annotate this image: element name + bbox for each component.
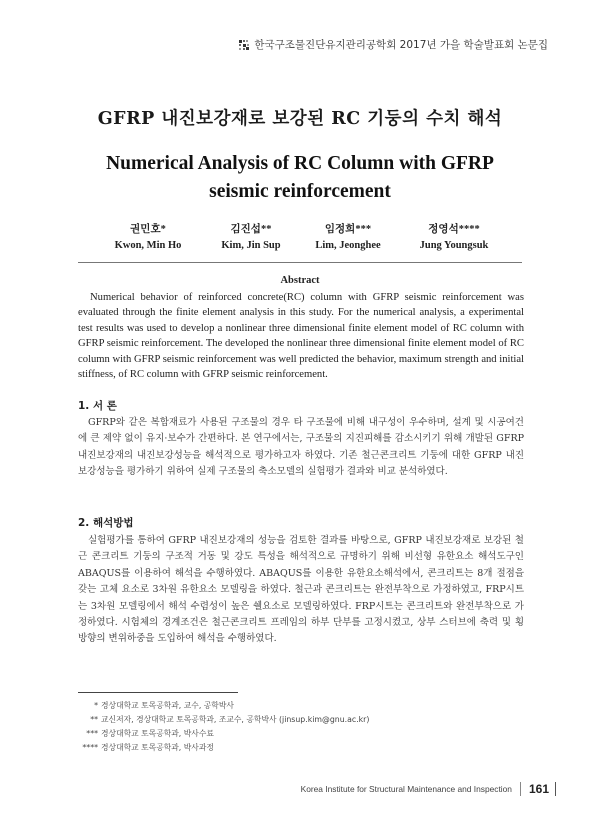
author-name-korean: 권민호*	[130, 224, 166, 235]
footnote-text: 경상대학교 토목공학과, 박사수료	[101, 729, 214, 738]
paper-title-english: Numerical Analysis of RC Column with GFRP seismic reinforcement	[106, 153, 494, 202]
paper-title-korean: GFRP 내진보강재로 보강된 RC 기둥의 수치 해석	[97, 109, 503, 129]
footnote	[78, 741, 524, 755]
footnote-mark: **	[90, 715, 98, 724]
footer-organization: Korea Institute for Structural Maintenance and Inspection	[300, 784, 512, 794]
section-text: 실험평가를 통하여 GFRP 내진보강재의 성능을 검토한 결과를 바탕으로, GFRP 내진보강재로 보강된 철근 콘크리트 기둥의 구조적 거동 및 강도 특성을 해석적으로 규명하기 위해 비선형 유한요소 해석도구인 ABAQUS를 이용하여 해석을 수행하였다. ABAQUS를 이용한 유한요소해석에서, 콘크리트는 8개 절점을 갖는 고체 요소로 3차원 유한요소 모델링을 하였다. 철근과 콘크리트는 완전부착으로 가정하였고, FRP시트는 3차원 모델링에서 해석 수렴성이 높은 쉘요소로 모델링하였다. FRP시트는 콘크리트와 완전부착으로 가정하였다. 시험체의 경계조건은 철근콘크리트 프레임의 하부 단부를 고정시켰고, 상부 스터브에 축력 및 횡방향의 변위하중을 도입하여 해석을 수행하였다.	[78, 535, 524, 645]
author-name-english: Kim, Jin Sup	[221, 240, 281, 251]
author-name-english: Jung Youngsuk	[419, 240, 489, 251]
footnote-text: 경상대학교 토목공학과, 박사과정	[101, 743, 214, 752]
abstract-text: Numerical behavior of reinforced concrete(RC) column with GFRP seismic reinforcement was evaluated through the finite element analysis in this study. For the numerical analysis, a experimental test results was used to develop a nonlinear three dimensional finite element model of RC column with GFRP seismic reinforcement. The developed the nonlinear three dimensional finite element model of RC column with GFRP seismic reinforcement was well predicted the behavior, maximum strength and initial stiffness, of RC column with GFRP seismic reinforcement.	[78, 292, 524, 381]
footnote-text: 교신저자, 경상대학교 토목공학과, 조교수, 공학박사 (jinsup.kim@gnu.ac.kr)	[101, 715, 370, 724]
footer-separator	[520, 782, 521, 796]
footnote	[78, 699, 524, 713]
footnote-mark: ***	[86, 729, 98, 738]
page-number: 161	[528, 782, 549, 796]
footnote-divider	[78, 692, 238, 693]
author-list	[0, 222, 600, 258]
footnote	[78, 713, 524, 727]
author-name-korean: 정영석****	[428, 224, 480, 235]
section-text: GFRP와 같은 복합재료가 사용된 구조물의 경우 타 구조물에 비해 내구성이 우수하며, 설계 및 시공여건에 큰 제약 없이 유지·보수가 간편하다. 본 연구에서는, 구조물의 지진피해를 감소시키기 위해 개발된 GFRP 내진보강재의 내진보강성능을 해석적으로 평가하고자 하였다. 기존 철근콘크리트 기둥에 대한 GFRP 내진 보강성능을 평가하기 위하여 실제 구조물의 축소모델의 실험평가 결과와 비교 분석하였다.	[78, 417, 524, 478]
author	[221, 222, 280, 254]
author	[420, 222, 489, 254]
footnotes	[78, 699, 524, 755]
running-title: 한국구조물진단유지관리공학회 2017년 가을 학술발표회 논문집	[254, 39, 548, 51]
author-name-english: Kwon, Min Ho	[114, 240, 182, 251]
author-name-english: Lim, Jeonghee	[315, 240, 381, 251]
footnote-text: 경상대학교 토목공학과, 교수, 공학박사	[101, 701, 234, 710]
footnote-mark: *	[94, 701, 98, 710]
running-header	[238, 37, 548, 52]
footnote-mark: ****	[82, 743, 98, 752]
author	[115, 222, 182, 254]
page-footer	[301, 782, 556, 796]
abstract-heading: Abstract	[280, 275, 320, 286]
author	[315, 222, 380, 254]
footer-bar	[555, 782, 556, 796]
dots-grid-icon	[238, 39, 250, 51]
footnote	[78, 727, 524, 741]
divider	[78, 262, 522, 263]
author-name-korean: 임정희***	[324, 224, 372, 235]
author-name-korean: 김진섭**	[230, 224, 272, 235]
section-heading: 2. 해석방법	[78, 517, 134, 529]
section-heading: 1. 서 론	[78, 400, 117, 412]
